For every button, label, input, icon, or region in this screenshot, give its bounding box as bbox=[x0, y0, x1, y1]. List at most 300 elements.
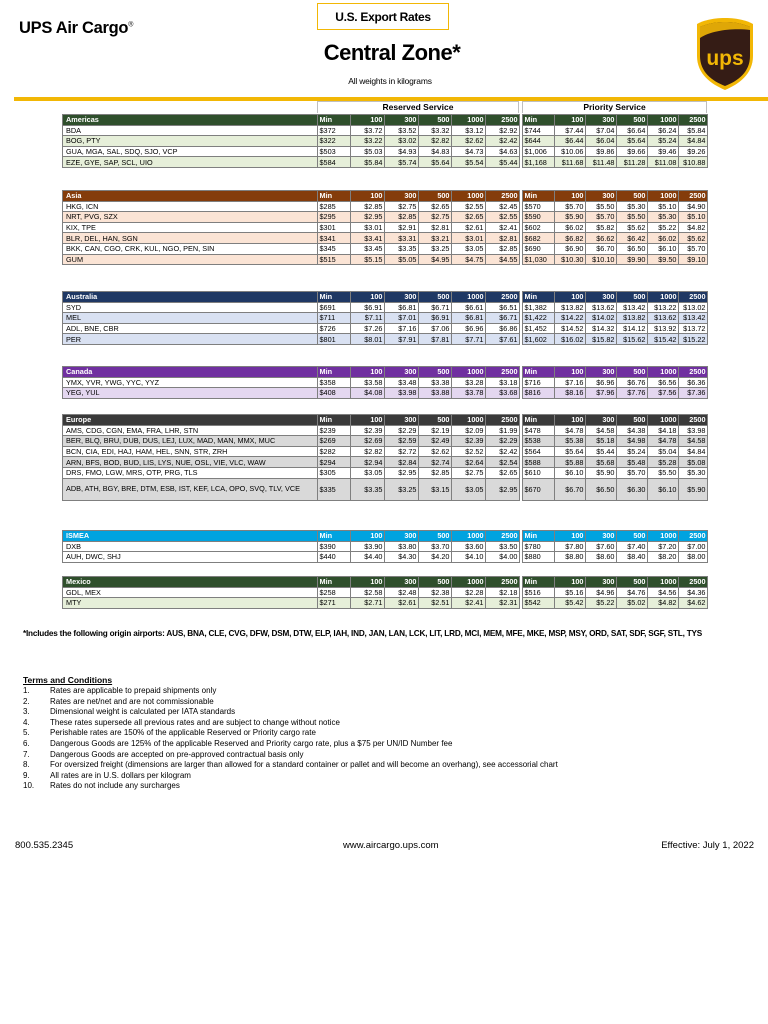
priority-weight-break: 2500 bbox=[679, 415, 708, 426]
reserved-rate: $2.42 bbox=[486, 136, 520, 147]
origin-airports: ADB, ATH, BGY, BRE, DTM, ESB, IST, KEF, LCA, OPO, SVQ, TLV, VCE bbox=[63, 478, 318, 500]
reserved-rate: $2.55 bbox=[486, 212, 520, 223]
terms-item-text: Perishable rates are 150% of the applicable Reserved or Priority cargo rate bbox=[50, 728, 316, 738]
reserved-rate: $7.61 bbox=[486, 334, 520, 345]
table-row bbox=[63, 552, 708, 563]
origin-airports: BLR, DEL, HAN, SGN bbox=[63, 233, 318, 244]
reserved-weight-break: 300 bbox=[385, 115, 419, 126]
priority-rate: $1,382 bbox=[523, 302, 555, 313]
rate-group-mexico bbox=[62, 576, 708, 609]
reserved-weight-break: 2500 bbox=[486, 191, 520, 202]
reserved-weight-break: 1000 bbox=[452, 531, 486, 542]
reserved-rate: $7.91 bbox=[385, 334, 419, 345]
rate-group-australia bbox=[62, 291, 708, 345]
reserved-rate: $3.68 bbox=[486, 388, 520, 399]
priority-rate: $6.44 bbox=[555, 136, 586, 147]
priority-rate: $10.30 bbox=[555, 254, 586, 265]
reserved-weight-break: 1000 bbox=[452, 115, 486, 126]
reserved-rate: $3.90 bbox=[351, 541, 385, 552]
reserved-rate: $3.50 bbox=[486, 541, 520, 552]
reserved-weight-break: 500 bbox=[419, 367, 452, 378]
reserved-rate: $4.40 bbox=[351, 552, 385, 563]
reserved-rate: $7.81 bbox=[419, 334, 452, 345]
priority-rate: $602 bbox=[523, 222, 555, 233]
priority-service-header: Priority Service bbox=[522, 101, 707, 113]
reserved-rate: $3.25 bbox=[419, 243, 452, 254]
priority-rate: $6.64 bbox=[617, 125, 648, 136]
priority-rate: $11.28 bbox=[617, 157, 648, 168]
priority-weight-break: 100 bbox=[555, 191, 586, 202]
priority-rate: $5.38 bbox=[555, 436, 586, 447]
weights-note: All weights in kilograms bbox=[348, 76, 432, 86]
terms-list bbox=[23, 686, 558, 792]
reserved-weight-break: 1000 bbox=[452, 191, 486, 202]
reserved-rate: $4.30 bbox=[385, 552, 419, 563]
priority-rate: $1,168 bbox=[523, 157, 555, 168]
priority-weight-break: 1000 bbox=[648, 292, 679, 303]
terms-item-text: Dimensional weight is calculated per IATA standards bbox=[50, 707, 236, 717]
reserved-rate: $2.45 bbox=[486, 201, 520, 212]
priority-weight-break: 300 bbox=[586, 292, 617, 303]
priority-rate: $4.76 bbox=[617, 587, 648, 598]
origin-airports: ADL, BNE, CBR bbox=[63, 323, 318, 334]
priority-weight-break: 500 bbox=[617, 367, 648, 378]
priority-weight-break: 500 bbox=[617, 577, 648, 588]
priority-rate: $13.02 bbox=[679, 302, 708, 313]
reserved-weight-break: 100 bbox=[351, 415, 385, 426]
priority-rate: $564 bbox=[523, 446, 555, 457]
priority-weight-break: 2500 bbox=[679, 367, 708, 378]
table-row bbox=[63, 233, 708, 244]
terms-item bbox=[23, 781, 558, 792]
reserved-rate: $7.11 bbox=[351, 313, 385, 324]
reserved-rate: $6.86 bbox=[486, 323, 520, 334]
priority-rate: $5.70 bbox=[679, 243, 708, 254]
priority-rate: $4.58 bbox=[679, 436, 708, 447]
reserved-weight-break: 2500 bbox=[486, 415, 520, 426]
priority-rate: $5.30 bbox=[679, 467, 708, 478]
priority-rate: $5.64 bbox=[617, 136, 648, 147]
terms-item-number: 6. bbox=[23, 738, 30, 748]
priority-rate: $8.00 bbox=[679, 552, 708, 563]
priority-rate: $15.62 bbox=[617, 334, 648, 345]
reserved-rate: $2.62 bbox=[452, 136, 486, 147]
reserved-rate: $2.92 bbox=[486, 125, 520, 136]
reserved-rate: $3.98 bbox=[385, 388, 419, 399]
origin-airports: SYD bbox=[63, 302, 318, 313]
terms-item-text: Rates are net/net and are not commissionable bbox=[50, 696, 214, 706]
priority-rate: $4.62 bbox=[679, 598, 708, 609]
priority-rate: $5.08 bbox=[679, 457, 708, 468]
priority-weight-break: 2500 bbox=[679, 577, 708, 588]
reserved-rate: $2.69 bbox=[351, 436, 385, 447]
priority-rate: $780 bbox=[523, 541, 555, 552]
reserved-rate: $358 bbox=[318, 377, 351, 388]
reserved-weight-break: 500 bbox=[419, 292, 452, 303]
reserved-rate: $3.70 bbox=[419, 541, 452, 552]
priority-rate: $816 bbox=[523, 388, 555, 399]
reserved-rate: $5.84 bbox=[351, 157, 385, 168]
table-row bbox=[63, 146, 708, 157]
priority-rate: $6.50 bbox=[586, 478, 617, 500]
reserved-weight-break: 300 bbox=[385, 191, 419, 202]
table-row bbox=[63, 334, 708, 345]
reserved-weight-break: Min bbox=[318, 115, 351, 126]
reserved-rate: $2.39 bbox=[351, 425, 385, 436]
table-row bbox=[63, 388, 708, 399]
priority-weight-break: 1000 bbox=[648, 367, 679, 378]
priority-rate: $14.32 bbox=[586, 323, 617, 334]
priority-rate: $9.90 bbox=[617, 254, 648, 265]
priority-rate: $13.62 bbox=[586, 302, 617, 313]
reserved-rate: $2.85 bbox=[385, 212, 419, 223]
reserved-rate: $5.74 bbox=[385, 157, 419, 168]
priority-rate: $5.88 bbox=[555, 457, 586, 468]
terms-item-text: These rates supersede all previous rates and are subject to change without notice bbox=[50, 717, 340, 727]
reserved-service-header: Reserved Service bbox=[317, 101, 519, 113]
priority-weight-break: 100 bbox=[555, 415, 586, 426]
reserved-rate: $3.02 bbox=[385, 136, 419, 147]
priority-rate: $7.00 bbox=[679, 541, 708, 552]
priority-rate: $4.84 bbox=[679, 136, 708, 147]
priority-weight-break: Min bbox=[523, 367, 555, 378]
priority-weight-break: 2500 bbox=[679, 292, 708, 303]
priority-rate: $9.26 bbox=[679, 146, 708, 157]
reserved-rate: $5.54 bbox=[452, 157, 486, 168]
table-row bbox=[63, 201, 708, 212]
priority-rate: $13.62 bbox=[648, 313, 679, 324]
priority-rate: $9.86 bbox=[586, 146, 617, 157]
priority-rate: $5.90 bbox=[586, 467, 617, 478]
reserved-rate: $3.28 bbox=[452, 377, 486, 388]
reserved-rate: $269 bbox=[318, 436, 351, 447]
priority-weight-break: 1000 bbox=[648, 577, 679, 588]
priority-rate: $690 bbox=[523, 243, 555, 254]
priority-rate: $15.82 bbox=[586, 334, 617, 345]
priority-rate: $5.48 bbox=[617, 457, 648, 468]
reserved-rate: $3.35 bbox=[351, 478, 385, 500]
reserved-weight-break: 500 bbox=[419, 415, 452, 426]
table-row bbox=[63, 436, 708, 447]
reserved-rate: $8.01 bbox=[351, 334, 385, 345]
priority-rate: $5.02 bbox=[617, 598, 648, 609]
priority-rate: $590 bbox=[523, 212, 555, 223]
rate-group-europe bbox=[62, 414, 708, 501]
reserved-weight-break: Min bbox=[318, 191, 351, 202]
priority-rate: $7.80 bbox=[555, 541, 586, 552]
reserved-rate: $2.84 bbox=[385, 457, 419, 468]
priority-rate: $5.50 bbox=[617, 212, 648, 223]
reserved-rate: $3.01 bbox=[351, 222, 385, 233]
reserved-rate: $3.05 bbox=[351, 467, 385, 478]
priority-rate: $5.70 bbox=[617, 467, 648, 478]
reserved-rate: $2.52 bbox=[452, 446, 486, 457]
terms-item-number: 7. bbox=[23, 749, 30, 759]
priority-rate: $644 bbox=[523, 136, 555, 147]
doc-title: U.S. Export Rates bbox=[317, 3, 449, 30]
priority-rate: $5.64 bbox=[555, 446, 586, 457]
table-row bbox=[63, 377, 708, 388]
terms-item-number: 3. bbox=[23, 707, 30, 717]
reserved-rate: $305 bbox=[318, 467, 351, 478]
footer-url[interactable]: www.aircargo.ups.com bbox=[343, 840, 439, 851]
priority-rate: $7.76 bbox=[617, 388, 648, 399]
priority-rate: $588 bbox=[523, 457, 555, 468]
group-header-row bbox=[63, 115, 708, 126]
priority-weight-break: 300 bbox=[586, 367, 617, 378]
priority-weight-break: Min bbox=[523, 115, 555, 126]
reserved-rate: $2.81 bbox=[419, 222, 452, 233]
table-row bbox=[63, 212, 708, 223]
priority-weight-break: 100 bbox=[555, 115, 586, 126]
table-row bbox=[63, 323, 708, 334]
reserved-rate: $4.00 bbox=[486, 552, 520, 563]
priority-rate: $6.36 bbox=[679, 377, 708, 388]
table-row bbox=[63, 598, 708, 609]
reserved-rate: $3.21 bbox=[419, 233, 452, 244]
table-row bbox=[63, 243, 708, 254]
reserved-rate: $5.05 bbox=[385, 254, 419, 265]
reserved-rate: $2.85 bbox=[351, 201, 385, 212]
table-row bbox=[63, 587, 708, 598]
reserved-rate: $2.65 bbox=[452, 212, 486, 223]
reserved-weight-break: 100 bbox=[351, 577, 385, 588]
table-row bbox=[63, 541, 708, 552]
reserved-rate: $3.12 bbox=[452, 125, 486, 136]
origin-airports: YMX, YVR, YWG, YYC, YYZ bbox=[63, 377, 318, 388]
svg-text:ups: ups bbox=[706, 47, 744, 70]
reserved-weight-break: Min bbox=[318, 367, 351, 378]
priority-rate: $11.48 bbox=[586, 157, 617, 168]
priority-rate: $6.56 bbox=[648, 377, 679, 388]
priority-rate: $5.18 bbox=[586, 436, 617, 447]
priority-rate: $5.16 bbox=[555, 587, 586, 598]
reserved-rate: $335 bbox=[318, 478, 351, 500]
priority-rate: $16.02 bbox=[555, 334, 586, 345]
priority-rate: $6.10 bbox=[555, 467, 586, 478]
reserved-rate: $515 bbox=[318, 254, 351, 265]
priority-rate: $8.60 bbox=[586, 552, 617, 563]
reserved-rate: $2.65 bbox=[419, 201, 452, 212]
priority-rate: $14.02 bbox=[586, 313, 617, 324]
reserved-weight-break: 500 bbox=[419, 531, 452, 542]
origin-airports: GDL, MEX bbox=[63, 587, 318, 598]
region-name: Canada bbox=[63, 367, 318, 378]
reserved-weight-break: Min bbox=[318, 415, 351, 426]
reserved-rate: $2.61 bbox=[385, 598, 419, 609]
priority-rate: $4.96 bbox=[586, 587, 617, 598]
reserved-rate: $801 bbox=[318, 334, 351, 345]
priority-rate: $5.50 bbox=[648, 467, 679, 478]
registered-mark: ® bbox=[128, 21, 134, 29]
origin-airports: GUM bbox=[63, 254, 318, 265]
reserved-rate: $2.29 bbox=[486, 436, 520, 447]
reserved-rate: $3.22 bbox=[351, 136, 385, 147]
priority-rate: $5.70 bbox=[586, 212, 617, 223]
reserved-rate: $2.55 bbox=[452, 201, 486, 212]
reserved-weight-break: Min bbox=[318, 292, 351, 303]
priority-weight-break: 2500 bbox=[679, 531, 708, 542]
priority-rate: $11.08 bbox=[648, 157, 679, 168]
reserved-rate: $2.95 bbox=[486, 478, 520, 500]
priority-weight-break: Min bbox=[523, 415, 555, 426]
priority-weight-break: Min bbox=[523, 292, 555, 303]
ups-shield-logo bbox=[694, 16, 756, 92]
priority-rate: $15.42 bbox=[648, 334, 679, 345]
priority-rate: $13.22 bbox=[648, 302, 679, 313]
priority-rate: $5.22 bbox=[648, 222, 679, 233]
reserved-rate: $5.44 bbox=[486, 157, 520, 168]
reserved-rate: $3.35 bbox=[385, 243, 419, 254]
priority-rate: $516 bbox=[523, 587, 555, 598]
priority-rate: $13.42 bbox=[679, 313, 708, 324]
reserved-rate: $239 bbox=[318, 425, 351, 436]
priority-weight-break: 500 bbox=[617, 531, 648, 542]
origin-airports: HKG, ICN bbox=[63, 201, 318, 212]
reserved-rate: $285 bbox=[318, 201, 351, 212]
priority-rate: $13.82 bbox=[555, 302, 586, 313]
origin-airports: ARN, BFS, BOD, BUD, LIS, LYS, NUE, OSL, VIE, VLC, WAW bbox=[63, 457, 318, 468]
reserved-rate: $584 bbox=[318, 157, 351, 168]
priority-weight-break: 500 bbox=[617, 415, 648, 426]
reserved-weight-break: 100 bbox=[351, 292, 385, 303]
reserved-weight-break: 500 bbox=[419, 115, 452, 126]
priority-rate: $716 bbox=[523, 377, 555, 388]
reserved-rate: $2.48 bbox=[385, 587, 419, 598]
priority-rate: $1,602 bbox=[523, 334, 555, 345]
table-row bbox=[63, 313, 708, 324]
terms-item-text: For oversized freight (dimensions are larger than allowed for a standard container or pallet and will become an overhang), see accessorial chart bbox=[50, 760, 558, 770]
reserved-rate: $2.51 bbox=[419, 598, 452, 609]
reserved-rate: $4.95 bbox=[419, 254, 452, 265]
priority-rate: $4.58 bbox=[586, 425, 617, 436]
priority-weight-break: 500 bbox=[617, 115, 648, 126]
reserved-rate: $3.78 bbox=[452, 388, 486, 399]
priority-rate: $7.44 bbox=[555, 125, 586, 136]
priority-rate: $13.82 bbox=[617, 313, 648, 324]
reserved-rate: $2.41 bbox=[452, 598, 486, 609]
priority-weight-break: 300 bbox=[586, 577, 617, 588]
reserved-rate: $3.25 bbox=[385, 478, 419, 500]
reserved-rate: $3.58 bbox=[351, 377, 385, 388]
table-row bbox=[63, 222, 708, 233]
reserved-rate: $2.58 bbox=[351, 587, 385, 598]
terms-item-number: 4. bbox=[23, 717, 30, 727]
reserved-rate: $2.29 bbox=[385, 425, 419, 436]
reserved-weight-break: 500 bbox=[419, 577, 452, 588]
region-name: Australia bbox=[63, 292, 318, 303]
reserved-rate: $2.09 bbox=[452, 425, 486, 436]
priority-rate: $4.38 bbox=[617, 425, 648, 436]
priority-rate: $6.90 bbox=[555, 243, 586, 254]
reserved-rate: $295 bbox=[318, 212, 351, 223]
reserved-weight-break: 300 bbox=[385, 415, 419, 426]
priority-rate: $5.10 bbox=[679, 212, 708, 223]
reserved-rate: $726 bbox=[318, 323, 351, 334]
reserved-rate: $2.81 bbox=[486, 233, 520, 244]
terms-item-text: Dangerous Goods are accepted on pre-approved contractual basis only bbox=[50, 749, 304, 759]
priority-rate: $5.30 bbox=[648, 212, 679, 223]
priority-rate: $14.12 bbox=[617, 323, 648, 334]
reserved-rate: $3.15 bbox=[419, 478, 452, 500]
reserved-rate: $3.38 bbox=[419, 377, 452, 388]
reserved-rate: $3.31 bbox=[385, 233, 419, 244]
reserved-rate: $711 bbox=[318, 313, 351, 324]
table-row bbox=[63, 457, 708, 468]
reserved-rate: $6.96 bbox=[452, 323, 486, 334]
reserved-rate: $2.59 bbox=[385, 436, 419, 447]
priority-rate: $11.68 bbox=[555, 157, 586, 168]
region-name: Americas bbox=[63, 115, 318, 126]
priority-rate: $5.62 bbox=[617, 222, 648, 233]
terms-item-text: Rates are applicable to prepaid shipments only bbox=[50, 686, 217, 695]
terms-item-text: Rates do not include any surcharges bbox=[50, 781, 180, 791]
priority-weight-break: 1000 bbox=[648, 415, 679, 426]
reserved-rate: $282 bbox=[318, 446, 351, 457]
rate-group-canada bbox=[62, 366, 708, 399]
priority-rate: $10.06 bbox=[555, 146, 586, 157]
priority-rate: $6.62 bbox=[586, 233, 617, 244]
priority-rate: $5.90 bbox=[555, 212, 586, 223]
reserved-rate: $2.75 bbox=[452, 467, 486, 478]
reserved-rate: $3.32 bbox=[419, 125, 452, 136]
priority-rate: $5.42 bbox=[555, 598, 586, 609]
reserved-rate: $6.71 bbox=[419, 302, 452, 313]
priority-rate: $570 bbox=[523, 201, 555, 212]
reserved-rate: $2.74 bbox=[419, 457, 452, 468]
priority-weight-break: 500 bbox=[617, 191, 648, 202]
priority-rate: $9.46 bbox=[648, 146, 679, 157]
reserved-rate: $4.93 bbox=[385, 146, 419, 157]
priority-rate: $7.56 bbox=[648, 388, 679, 399]
origin-airports: NRT, PVG, SZX bbox=[63, 212, 318, 223]
terms-item-number: 9. bbox=[23, 770, 30, 780]
reserved-rate: $4.75 bbox=[452, 254, 486, 265]
terms-item bbox=[23, 750, 558, 761]
reserved-rate: $7.06 bbox=[419, 323, 452, 334]
origin-airports: EZE, GYE, SAP, SCL, UIO bbox=[63, 157, 318, 168]
reserved-rate: $3.18 bbox=[486, 377, 520, 388]
priority-rate: $13.72 bbox=[679, 323, 708, 334]
reserved-rate: $3.52 bbox=[385, 125, 419, 136]
priority-rate: $10.88 bbox=[679, 157, 708, 168]
terms-item bbox=[23, 697, 558, 708]
priority-weight-break: 100 bbox=[555, 577, 586, 588]
priority-rate: $13.42 bbox=[617, 302, 648, 313]
priority-rate: $6.24 bbox=[648, 125, 679, 136]
priority-rate: $10.10 bbox=[586, 254, 617, 265]
priority-rate: $7.96 bbox=[586, 388, 617, 399]
terms-item bbox=[23, 771, 558, 782]
priority-weight-break: Min bbox=[523, 191, 555, 202]
terms-item-number: 5. bbox=[23, 728, 30, 738]
priority-rate: $610 bbox=[523, 467, 555, 478]
priority-rate: $7.20 bbox=[648, 541, 679, 552]
origin-airports: BKK, CAN, CGO, CRK, KUL, NGO, PEN, SIN bbox=[63, 243, 318, 254]
reserved-weight-break: 2500 bbox=[486, 115, 520, 126]
priority-rate: $5.30 bbox=[617, 201, 648, 212]
priority-rate: $8.80 bbox=[555, 552, 586, 563]
reserved-rate: $7.71 bbox=[452, 334, 486, 345]
priority-rate: $6.04 bbox=[586, 136, 617, 147]
reserved-rate: $2.64 bbox=[452, 457, 486, 468]
priority-rate: $682 bbox=[523, 233, 555, 244]
reserved-weight-break: 1000 bbox=[452, 292, 486, 303]
reserved-rate: $6.91 bbox=[351, 302, 385, 313]
reserved-rate: $2.82 bbox=[351, 446, 385, 457]
reserved-rate: $3.45 bbox=[351, 243, 385, 254]
reserved-rate: $408 bbox=[318, 388, 351, 399]
